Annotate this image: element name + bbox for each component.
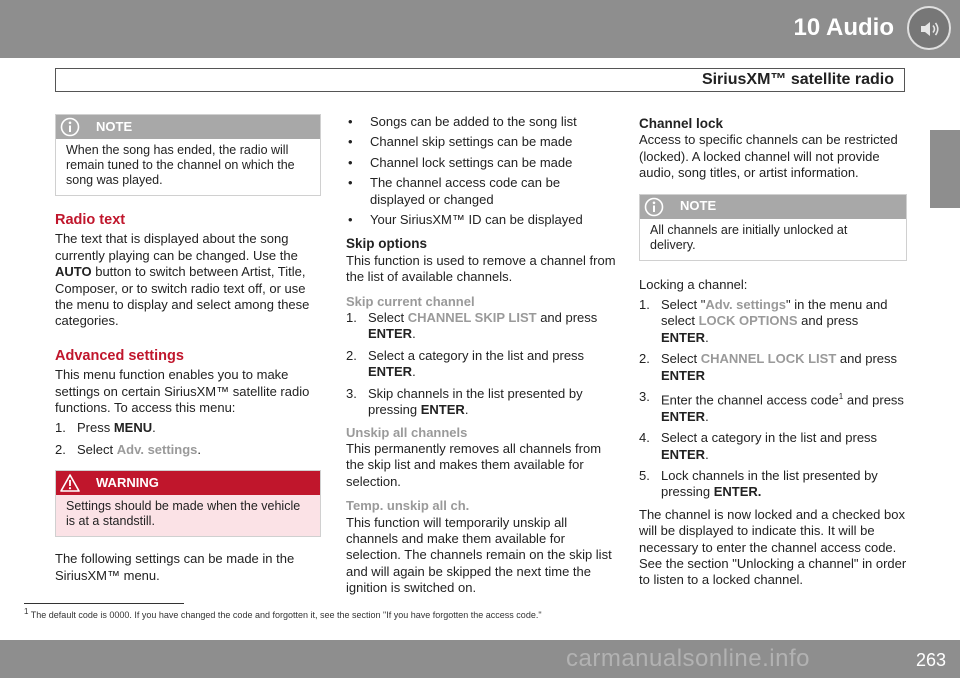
adv-settings-keyword: Adv. settings [705, 297, 787, 313]
list-item [55, 442, 321, 458]
list-item [55, 420, 321, 436]
speaker-icon [907, 6, 951, 50]
radio-text-heading: Radio text [55, 212, 126, 228]
enter-keyword: ENTER [661, 446, 706, 462]
column-2 [346, 114, 616, 597]
step-text: . [197, 441, 202, 457]
auto-keyword: AUTO [55, 264, 92, 280]
step-text: Select a category in the list and press [368, 347, 585, 363]
enter-keyword: ENTER [661, 367, 706, 383]
step-number: 3. [639, 389, 650, 405]
list-item: • Channel skip settings can be made [346, 134, 616, 150]
chapter-title: 10 Audio [793, 14, 894, 41]
closing-paragraph: The channel is now locked and a checked box will be displayed to indicate this. It will be necessary to enter the channel access code. See the section "Unlocking a channel" in order to listen to a locked channel. [639, 506, 907, 588]
adv-settings-keyword: Adv. settings [116, 441, 198, 457]
footnote-mark: 1 [24, 607, 29, 616]
skip-current-steps [346, 310, 616, 418]
list-item [639, 430, 907, 463]
step-number: 2. [639, 351, 650, 367]
step-text: Select [661, 351, 701, 367]
warning-box [55, 470, 321, 537]
note-label: NOTE [680, 198, 717, 214]
radio-text-paragraph [55, 231, 321, 329]
list-item [346, 348, 616, 381]
channel-lock-heading: Channel lock [639, 116, 724, 131]
radio-text-part1: The text that is displayed about the song currently playing can be changed. Use the [55, 231, 298, 263]
note-text: All channels are initially unlocked at delivery. [650, 222, 848, 252]
advanced-steps-list [55, 420, 321, 458]
step-text: Lock channels in the list presented by pressing [661, 468, 878, 500]
step-number: 1. [346, 310, 357, 326]
list-item [346, 310, 616, 343]
step-text: Select [77, 441, 117, 457]
step-text: Skip channels in the list presented by pressing [368, 385, 583, 418]
step-text: . [705, 329, 709, 345]
step-number: 2. [346, 347, 357, 363]
unskip-all-heading: Unskip all channels [346, 424, 468, 440]
skip-options-text: This function is used to remove a channel from the list of available channels. [346, 252, 616, 285]
step-number: 2. [55, 441, 66, 457]
warning-triangle-icon [60, 473, 80, 493]
step-text: . [412, 326, 416, 342]
step-number: 4. [639, 430, 650, 446]
skip-options-heading: Skip options [346, 236, 427, 252]
list-item: • Channel lock settings can be made [346, 155, 616, 171]
enter-keyword: ENTER [661, 408, 706, 424]
step-text: Select " [661, 297, 706, 313]
step-text: . [152, 420, 156, 436]
step-text: . [705, 446, 709, 462]
step-number: 3. [346, 385, 357, 401]
channel-lock-text: Access to specific channels can be restricted (locked). A locked channel will not provide audio, song titles, or artist information. [639, 132, 898, 181]
locking-intro: Locking a channel: [639, 276, 748, 292]
step-text: Select a category in the list and press [661, 430, 878, 446]
page-number: 263 [915, 650, 946, 670]
temp-unskip-text: This function will temporarily unskip all channels and make them available for selection. The channels remain on the skip list and will again be skipped the next time the ignition is switched on. [346, 514, 612, 596]
footnote-text: The default code is 0000. If you have changed the code and forgotten it, see the section "If you have forgotten the access code." [28, 610, 542, 620]
warning-text: Settings should be made when the vehicle is at a standstill. [56, 495, 320, 536]
step-text: . [464, 402, 469, 418]
note-box [55, 114, 321, 196]
step-number: 5. [639, 468, 650, 484]
step-text: and press [836, 351, 897, 367]
settings-bullet-list [346, 114, 616, 228]
enter-keyword: ENTER [368, 326, 413, 342]
step-text: " in the menu and select [661, 297, 888, 329]
info-icon [644, 197, 664, 217]
enter-keyword: ENTER. [713, 484, 762, 500]
note-box [639, 194, 907, 261]
enter-keyword: ENTER [661, 329, 706, 345]
column-1 [55, 114, 321, 584]
menu-keyword: MENU [113, 420, 153, 436]
radio-text-part2: button to switch between Artist, Title, Composer, or to switch radio text off, or use the menu to display and select among these categories. [55, 264, 310, 329]
lock-options-keyword: LOCK OPTIONS [698, 313, 798, 329]
list-item [639, 468, 907, 501]
list-item: • Songs can be added to the song list [346, 114, 616, 130]
channel-skip-list-keyword: CHANNEL SKIP LIST [407, 310, 537, 326]
warning-header [56, 471, 320, 495]
list-item [639, 389, 907, 425]
step-text: Select [368, 310, 408, 326]
enter-keyword: ENTER [368, 364, 413, 380]
step-number: 1. [639, 297, 650, 313]
section-header-box [55, 68, 905, 92]
step-text: Press [77, 420, 114, 436]
column-3 [639, 116, 907, 589]
locking-steps-list [639, 297, 907, 501]
note-text: When the song has ended, the radio will remain tuned to the channel on which the song was played. [66, 143, 295, 187]
step-text: and press [797, 313, 859, 329]
note-header [640, 195, 906, 219]
step-number: 1. [55, 420, 66, 436]
temp-unskip-heading: Temp. unskip all ch. [346, 498, 470, 514]
list-item: • Your SiriusXM™ ID can be displayed [346, 212, 616, 228]
warning-label: WARNING [96, 475, 159, 491]
skip-current-heading: Skip current channel [346, 293, 475, 309]
footer-band [0, 640, 960, 678]
step-text: Enter the channel access code [661, 392, 839, 408]
list-item [639, 351, 907, 384]
enter-keyword: ENTER [420, 402, 465, 418]
chapter-side-tab [930, 130, 960, 288]
note-header [56, 115, 320, 139]
list-item [639, 297, 907, 346]
section-title: SiriusXM™ satellite radio [701, 71, 894, 88]
step-text: and press [843, 392, 904, 408]
channel-lock-list-keyword: CHANNEL LOCK LIST [700, 351, 837, 367]
unskip-all-text: This permanently removes all channels from the skip list and makes them available for selection. [346, 440, 602, 489]
advanced-settings-heading: Advanced settings [55, 347, 184, 364]
note-label: NOTE [96, 118, 133, 134]
footnote [24, 607, 542, 620]
footnote-divider [24, 603, 184, 604]
header-band [0, 0, 960, 58]
info-icon [60, 117, 80, 137]
list-item: • The channel access code can be displayed or changed [346, 175, 616, 208]
advanced-settings-text: This menu function enables you to make settings on certain SiriusXM™ satellite radio functions. To access this menu: [55, 367, 310, 416]
watermark: carmanualsonline.info [566, 645, 810, 672]
step-text: and press [536, 310, 598, 326]
following-settings-text: The following settings can be made in the SiriusXM™ menu. [55, 551, 295, 583]
step-text: . [705, 408, 709, 424]
side-tab-label: 10 [938, 276, 952, 288]
footnote-marker: 1 [838, 392, 844, 402]
step-text: . [412, 364, 416, 380]
list-item [346, 386, 616, 419]
